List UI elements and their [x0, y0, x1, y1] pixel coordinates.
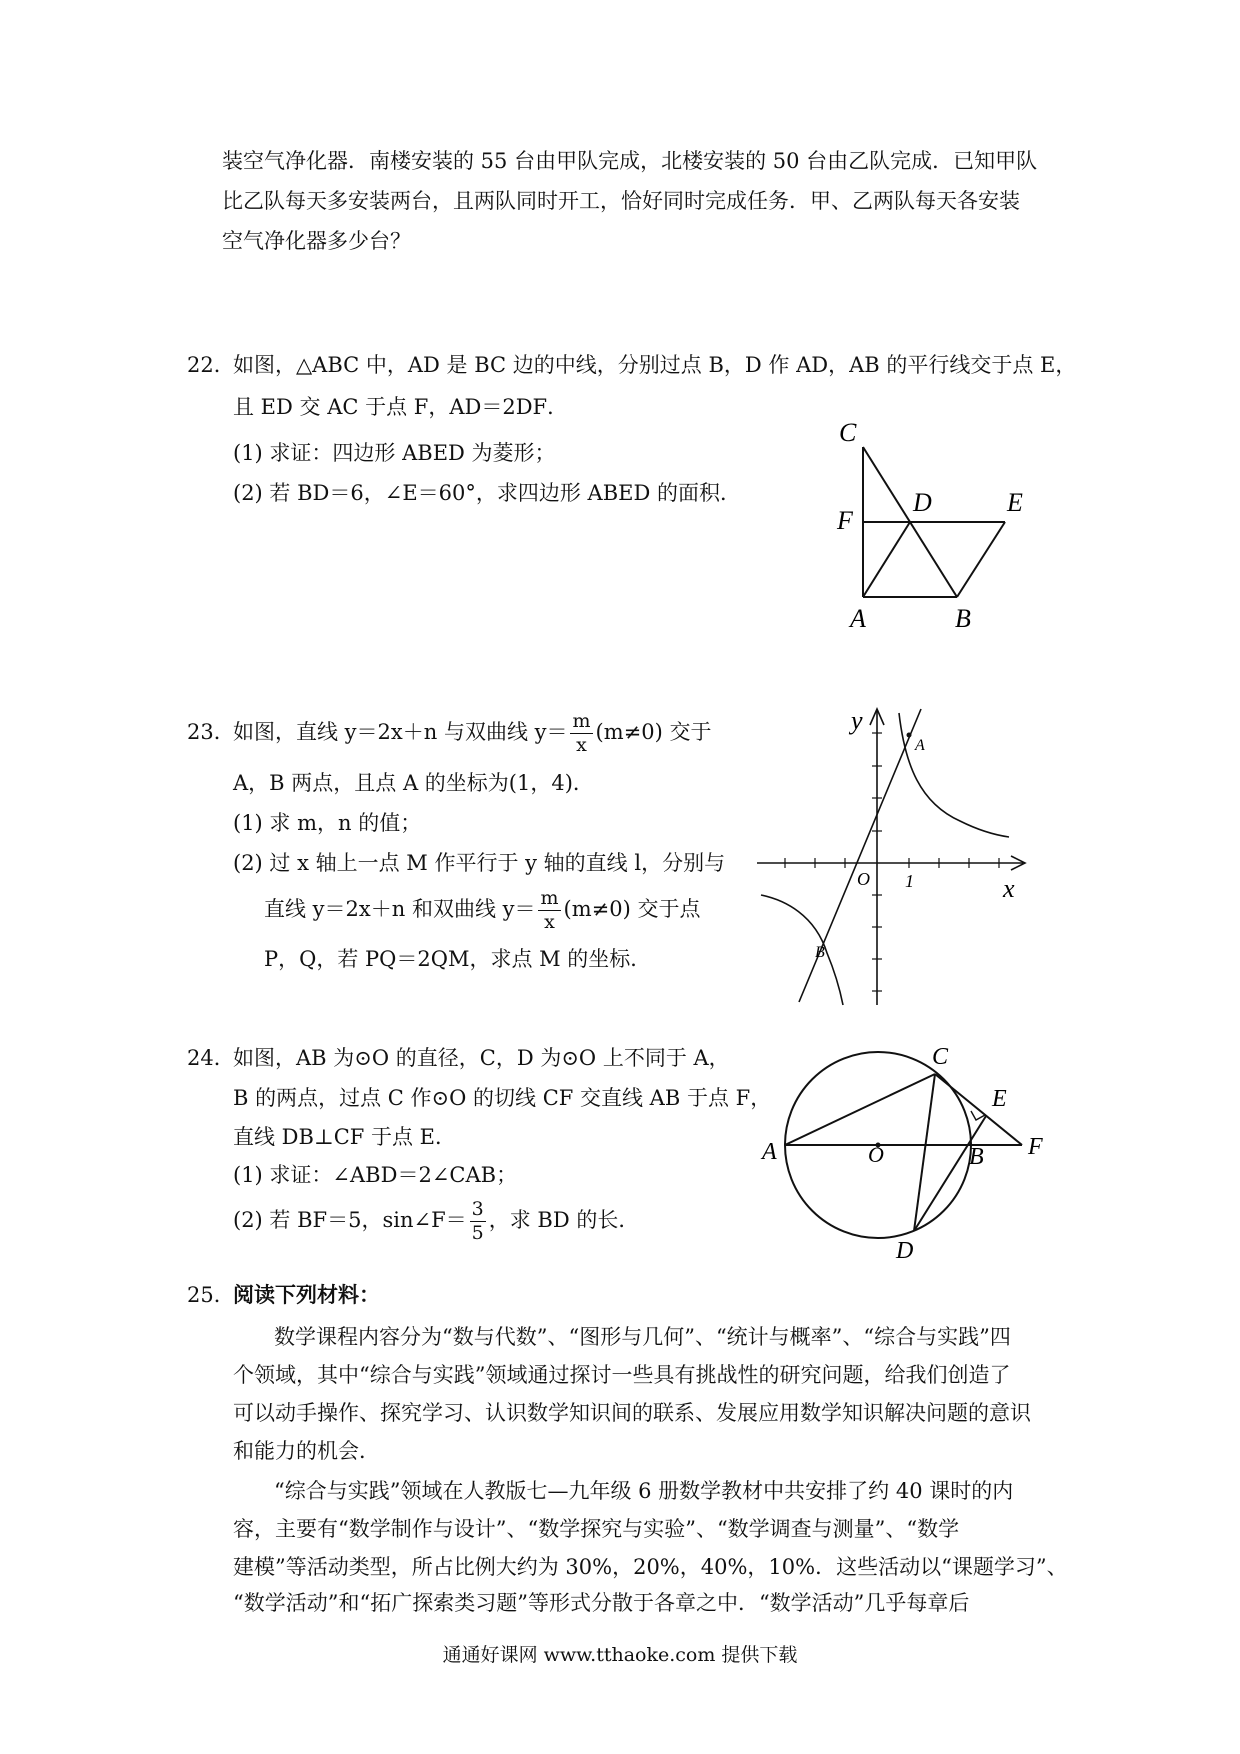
q25-number: 25．: [187, 1283, 235, 1307]
q22-line-1: 如图，△ABC 中，AD 是 BC 边的中线，分别过点 B，D 作 AD，AB 的平行线交于点 E，: [233, 353, 1077, 377]
q23-line-5: [264, 882, 700, 936]
q23-frac1-num: m: [572, 710, 591, 732]
q24-line-5-text: (2) 若 BF＝5，sin∠F＝: [233, 1208, 467, 1232]
q23-line-4: (2) 过 x 轴上一点 M 作平行于 y 轴的直线 l，分别与: [233, 851, 726, 875]
q24-line-4: (1) 求证：∠ABD＝2∠CAB；: [233, 1163, 518, 1187]
q24-line-2: B 的两点，过点 C 作⊙O 的切线 CF 交直线 AB 于点 F，: [233, 1086, 772, 1110]
q24-frac-num: 3: [471, 1198, 484, 1220]
q24-line-5-tail: ，求 BD 的长．: [488, 1208, 640, 1232]
q22-label-F: F: [837, 506, 853, 535]
intro-line-3: 空气净化器多少台？: [222, 229, 411, 253]
q22-part-1: (1) 求证：四边形 ABED 为菱形；: [233, 441, 556, 465]
q23-line-1-text: 如图，直线 y＝2x＋n 与双曲线 y＝: [233, 720, 568, 744]
q25-line-3: 可以动手操作、探究学习、认识数学知识间的联系、发展应用数学知识解决问题的意识: [233, 1401, 1031, 1425]
q23-number: 23．: [187, 720, 235, 744]
q23-line-5-text: 直线 y＝2x＋n 和双曲线 y＝: [264, 897, 536, 921]
q24-line-3: 直线 DB⊥CF 于点 E．: [233, 1125, 457, 1149]
q23-label-B: B: [815, 944, 825, 961]
q22-number: 22．: [187, 353, 235, 377]
page-footer: 通通好课网 www.tthaoke.com 提供下载: [442, 1644, 798, 1666]
q25-line-7: 建模”等活动类型，所占比例大约为 30%，20%，40%，10%．这些活动以“课题学习”、: [233, 1555, 1068, 1579]
q24-label-E: E: [992, 1086, 1007, 1112]
q22-line-2: 且 ED 交 AC 于点 F，AD＝2DF．: [233, 395, 569, 419]
q24-figure: [760, 1040, 1060, 1260]
q25-line-5: “综合与实践”领域在人教版七—九年级 6 册数学教材中共安排了约 40 课时的内: [274, 1479, 1014, 1503]
intro-line-2: 比乙队每天多安装两台，且两队同时开工，恰好同时完成任务．甲、乙两队每天各安装: [222, 189, 1020, 213]
q23-fraction-2: [538, 889, 560, 932]
q23-label-O: O: [857, 869, 870, 889]
q23-line-2: A，B 两点，且点 A 的坐标为(1，4)．: [233, 771, 594, 795]
q23-label-A: A: [915, 737, 925, 754]
q24-line-1: 如图，AB 为⊙O 的直径，C，D 为⊙O 上不同于 A，: [233, 1046, 730, 1070]
q24-fraction: [470, 1200, 486, 1243]
q23-line-5-tail: (m≠0) 交于点: [563, 897, 701, 921]
q23-line-6: P，Q，若 PQ＝2QM，求点 M 的坐标．: [264, 947, 652, 971]
q24-label-D: D: [896, 1238, 914, 1260]
q23-figure: [755, 705, 1055, 1015]
q25-line-4: 和能力的机会．: [233, 1439, 380, 1463]
q24-label-B: B: [969, 1144, 984, 1170]
q22-label-B: B: [955, 604, 971, 633]
q25-heading: 阅读下列材料：: [233, 1282, 380, 1307]
q23-label-y: y: [851, 706, 863, 735]
q23-fraction-1: [570, 712, 592, 755]
q24-label-O: O: [868, 1142, 884, 1167]
q23-frac1-den: x: [576, 734, 587, 756]
q22-part-2: (2) 若 BD＝6，∠E＝60°，求四边形 ABED 的面积．: [233, 481, 741, 505]
q22-label-C: C: [839, 418, 857, 447]
q25-line-1: 数学课程内容分为“数与代数”、“图形与几何”、“统计与概率”、“综合与实践”四: [274, 1325, 1011, 1349]
q23-frac2-num: m: [540, 887, 559, 909]
q22-label-E: E: [1007, 488, 1023, 517]
q22-label-A: A: [850, 604, 866, 633]
q23-label-1: 1: [905, 871, 914, 891]
q25-line-8: “数学活动”和“拓广探索类习题”等形式分散于各章之中．“数学活动”几乎每章后: [233, 1591, 970, 1615]
q24-frac-den: 5: [471, 1222, 484, 1244]
q23-line-1: [233, 705, 711, 759]
q23-line-1-tail: (m≠0) 交于: [595, 720, 712, 744]
q24-line-5: [233, 1192, 639, 1248]
q25-line-6: 容，主要有“数学制作与设计”、“数学探究与实验”、“数学调查与测量”、“数学: [233, 1517, 960, 1541]
q24-label-F: F: [1028, 1134, 1043, 1160]
q22-figure: [815, 415, 1055, 645]
q25-line-2: 个领域，其中“综合与实践”领域通过探讨一些具有挑战性的研究问题，给我们创造了: [233, 1363, 1011, 1387]
q24-label-C: C: [932, 1044, 949, 1070]
q22-label-D: D: [913, 488, 932, 517]
q24-number: 24．: [187, 1046, 235, 1070]
q23-label-x: x: [1003, 874, 1015, 903]
q24-label-A: A: [762, 1139, 777, 1165]
intro-line-1: 装空气净化器．南楼安装的 55 台由甲队完成，北楼安装的 50 台由乙队完成．已知甲队: [222, 149, 1038, 173]
q23-frac2-den: x: [544, 911, 555, 933]
q23-line-3: (1) 求 m，n 的值；: [233, 811, 422, 835]
